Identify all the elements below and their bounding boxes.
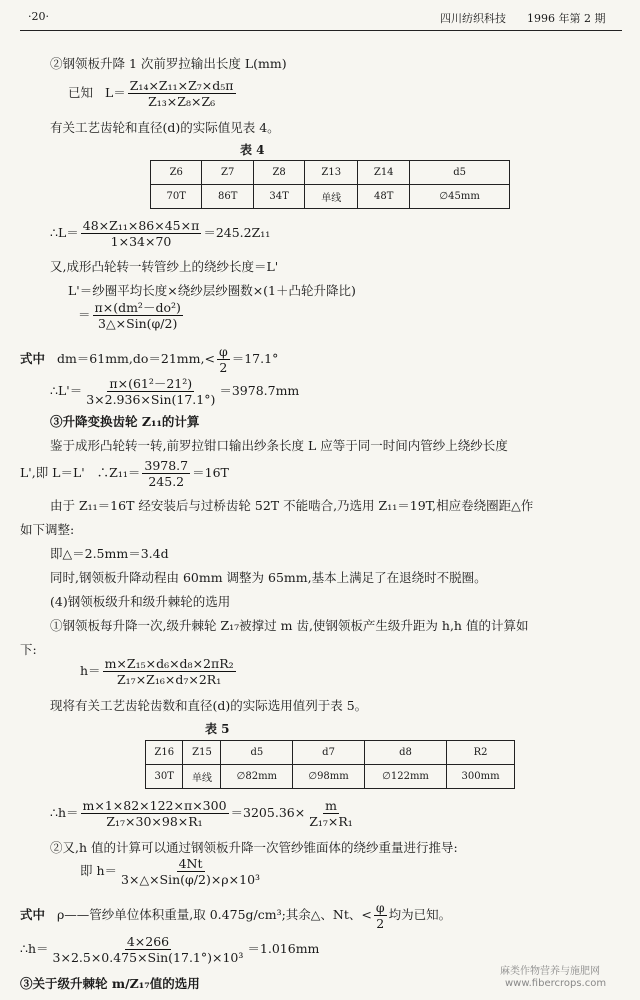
formula-rhs: ＝245.2Z₁₁ — [203, 225, 271, 240]
table-row — [151, 185, 510, 209]
table-header-cell: Z15 — [183, 741, 221, 765]
numerator: Z₁₄×Z₁₁×Z₇×d₅π — [129, 78, 234, 93]
formula-lhs: ∴h＝ — [50, 805, 79, 820]
where-label: 式中 — [20, 907, 46, 922]
line-l23: ②又,h 值的计算可以通过钢领板升降一次管纱锥面体的绕纱重量进行推导: — [50, 840, 458, 855]
line-table4-ref: 有关工艺齿轮和直径(d)的实际值见表 4。 — [50, 120, 280, 135]
formula-lhs: h＝ — [80, 663, 101, 678]
table-header-cell: d5 — [410, 161, 510, 185]
table-header-cell: Z8 — [253, 161, 304, 185]
where-text: dm＝61mm,do＝21mm,< — [56, 351, 215, 366]
header-rule — [20, 30, 622, 31]
table-cell: 70T — [151, 185, 202, 209]
numerator: φ — [218, 344, 228, 359]
formula-rhs: ＝16T — [192, 465, 229, 480]
angle-fraction — [374, 900, 387, 931]
where-clause-1 — [20, 344, 278, 375]
numerator: m — [325, 798, 337, 813]
line-table5-ref: 现将有关工艺齿轮齿数和直径(d)的实际选用值列于表 5。 — [50, 698, 368, 713]
table-header-cell: Z13 — [305, 161, 358, 185]
table-header-cell: d7 — [293, 741, 365, 765]
table-header-cell: Z16 — [146, 741, 183, 765]
formula-h-final — [20, 934, 319, 965]
denominator: 2 — [219, 360, 228, 375]
journal-issue: 1996 年第 2 期 — [527, 12, 606, 25]
watermark-url: www.fibercrops.com — [505, 978, 607, 989]
table-cell: ∅82mm — [221, 765, 293, 789]
table-header-cell: d8 — [364, 741, 446, 765]
table-header-row — [146, 741, 515, 765]
line-l11: 鉴于成形凸轮转一转,前罗拉钳口输出纱条长度 L 应等于同一时间内管纱上绕纱长度 — [50, 438, 508, 453]
table-cell: 单线 — [305, 185, 358, 209]
table-cell: 单线 — [183, 765, 221, 789]
formula-fraction — [142, 458, 190, 489]
angle-fraction — [217, 344, 230, 375]
formula-lhs: ∴L＝ — [50, 225, 79, 240]
formula-lhs: 即 h＝ — [80, 863, 118, 878]
denominator: 3×△×Sin(φ/2)×ρ×10³ — [121, 872, 261, 887]
numerator: φ — [375, 900, 385, 915]
table-4 — [150, 160, 510, 209]
formula-L — [68, 78, 238, 109]
where-label: 式中 — [20, 351, 46, 366]
formula-lhs: ∴h＝ — [20, 941, 49, 956]
formula-rhs: ＝3978.7mm — [219, 383, 300, 398]
section-ratchet: ③关于级升棘轮 m/Z₁₇值的选用 — [20, 976, 200, 991]
table-header-cell: Z6 — [151, 161, 202, 185]
where-text: 均为已知。 — [388, 907, 452, 922]
denominator: Z₁₇×Z₁₆×d₇×2R₁ — [116, 672, 222, 687]
denominator: Z₁₇×30×98×R₁ — [106, 814, 203, 829]
formula-fraction — [93, 300, 183, 331]
formula-lhs: ∴Z₁₁＝ — [96, 465, 141, 480]
line-l15: 即△＝2.5mm＝3.4d — [50, 546, 169, 561]
table-5 — [145, 740, 515, 789]
formula-rhs: ＝1.016mm — [247, 941, 320, 956]
denominator: Z₁₇×R₁ — [309, 814, 353, 829]
table-header-cell: Z14 — [358, 161, 410, 185]
table-cell: ∅45mm — [410, 185, 510, 209]
known-label: 已知 — [68, 85, 94, 100]
denominator: 3×2.5×0.475×Sin(17.1°)×10³ — [52, 950, 244, 965]
numerator: m×Z₁₅×d₆×d₈×2πR₂ — [104, 656, 234, 671]
table5-caption: 表 5 — [205, 722, 230, 736]
line-l18: ①钢领板每升降一次,级升棘轮 Z₁₇被撑过 m 齿,使钢领板产生级升距为 h,h 值的计算如 — [50, 618, 529, 633]
formula-L-prime-result — [50, 376, 299, 407]
table-cell: 86T — [202, 185, 253, 209]
line-l13: 由于 Z₁₁＝16T 经安装后与过桥齿轮 52T 不能啮合,乃选用 Z₁₁＝19T,相应卷绕圈距△作 — [50, 498, 534, 513]
table-cell: 30T — [146, 765, 183, 789]
line-l14: 如下调整: — [20, 522, 75, 537]
denominator: 3△×Sin(φ/2) — [98, 316, 178, 331]
formula-fraction — [128, 78, 236, 109]
denominator: 245.2 — [148, 474, 185, 489]
formula-h — [80, 656, 238, 687]
numerator: 3978.7 — [144, 458, 189, 473]
formula-fraction — [51, 934, 246, 965]
table-row — [146, 765, 515, 789]
formula-fraction — [81, 218, 202, 249]
where-text: ＝17.1° — [231, 351, 279, 366]
formula-fraction — [81, 798, 229, 829]
line-l19: 下: — [20, 642, 37, 657]
numerator: 4×266 — [126, 934, 170, 949]
table-cell: 34T — [253, 185, 304, 209]
numerator: π×(61²－21²) — [109, 376, 193, 391]
formula-lhs: ∴L'＝ — [50, 383, 83, 398]
formula-z11 — [20, 458, 229, 489]
formula-mid: ＝3205.36× — [230, 805, 306, 820]
line-winding-length: 又,成形凸轮转一转管纱上的绕纱长度＝L' — [50, 259, 279, 274]
formula-h-result — [50, 798, 357, 829]
denominator: 3×2.936×Sin(17.1°) — [86, 392, 216, 407]
section-z11: ③升降变换齿轮 Z₁₁的计算 — [50, 414, 200, 429]
table-header-row — [151, 161, 510, 185]
table-cell: 300mm — [447, 765, 515, 789]
denominator: 2 — [376, 916, 385, 931]
where-text: ρ——管纱单位体积重量,取 0.475g/cm³;其余△、Nt、< — [56, 907, 372, 922]
formula-lhs: ＝ — [78, 307, 91, 322]
table-cell: ∅122mm — [364, 765, 446, 789]
numerator: m×1×82×122×π×300 — [82, 798, 227, 813]
numerator: π×(dm²－do²) — [94, 300, 181, 315]
table-header-cell: R2 — [447, 741, 515, 765]
line-winding-formula: L'＝纱圈平均长度×绕纱层纱圈数×(1＋凸轮升降比) — [68, 283, 356, 298]
line-l17: (4)钢领板级升和级升棘轮的选用 — [50, 594, 231, 609]
line-l16: 同时,钢领板升降动程由 60mm 调整为 65mm,基本上满足了在退绕时不脱圈。 — [50, 570, 487, 585]
formula-lhs: L＝ — [104, 85, 126, 100]
formula-L-result — [50, 218, 270, 249]
denominator: Z₁₃×Z₈×Z₆ — [148, 94, 216, 109]
equality-text: L',即 L＝L' — [20, 465, 85, 480]
formula-L-prime — [78, 300, 185, 331]
journal-name: 四川纺织科技 — [440, 12, 506, 25]
denominator: 1×34×70 — [110, 234, 172, 249]
table-cell: 48T — [358, 185, 410, 209]
numerator: 4Nt — [178, 856, 203, 871]
table-header-cell: d5 — [221, 741, 293, 765]
numerator: 48×Z₁₁×86×45×π — [82, 218, 200, 233]
table-header-cell: Z7 — [202, 161, 253, 185]
formula-fraction-2 — [307, 798, 355, 829]
formula-h-weight — [80, 856, 264, 887]
formula-fraction — [103, 656, 236, 687]
formula-fraction — [119, 856, 262, 887]
formula-fraction — [84, 376, 217, 407]
watermark-title: 麻类作物营养与施肥网 — [500, 966, 600, 977]
table-cell: ∅98mm — [293, 765, 365, 789]
table4-caption: 表 4 — [240, 143, 265, 157]
where-clause-2 — [20, 900, 451, 931]
line-output-length: ②钢领板升降 1 次前罗拉输出长度 L(mm) — [50, 56, 287, 71]
page-number: ·20· — [28, 10, 49, 23]
